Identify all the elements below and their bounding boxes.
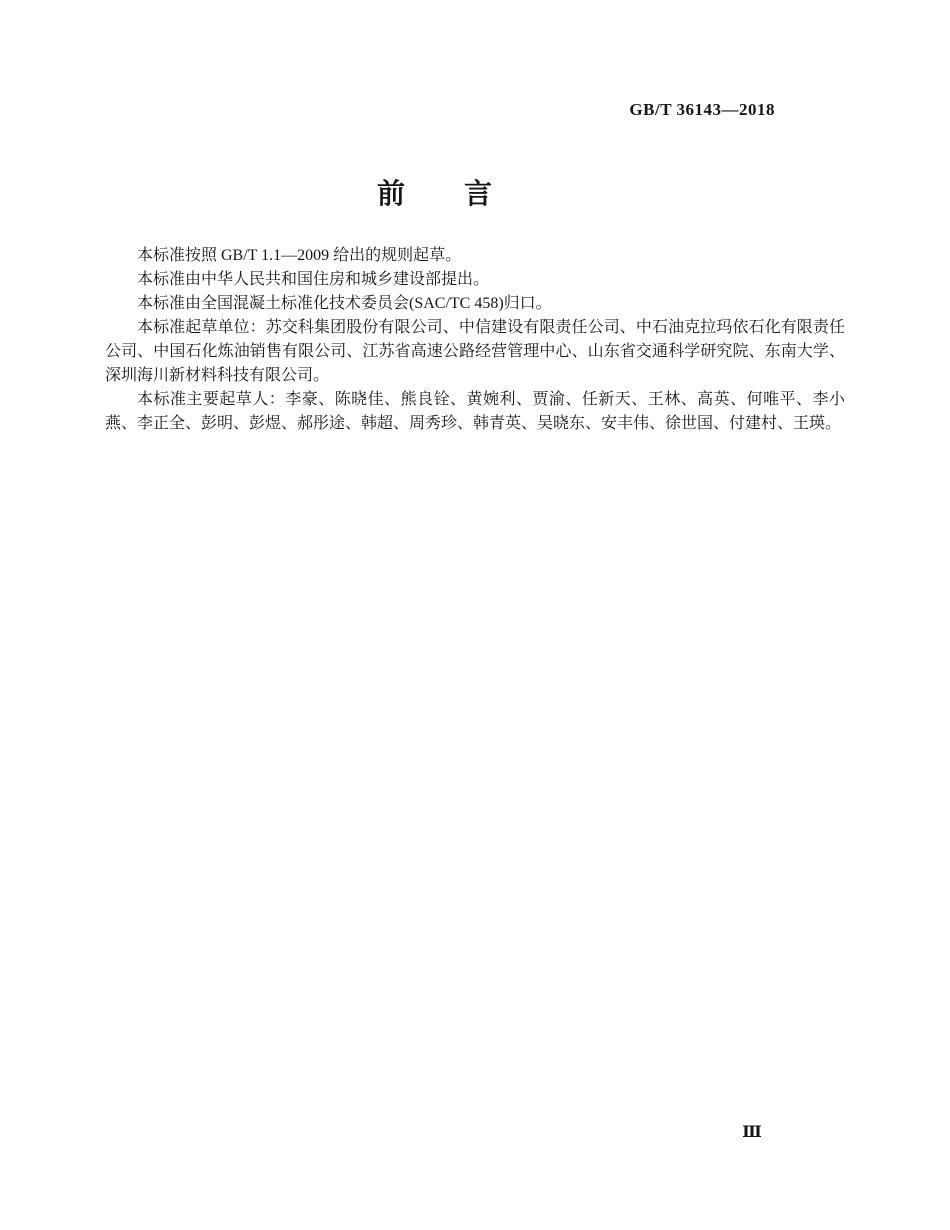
paragraph-drafting-organizations: 本标准起草单位：苏交科集团股份有限公司、中信建设有限责任公司、中石油克拉玛依石化有限责任公司、中国石化炼油销售有限公司、江苏省高速公路经营管理中心、山东省交通科学研究院、东南大学、深圳海川新材料科技有限公司。 <box>105 319 845 384</box>
foreword-title: 前 言 <box>376 178 493 209</box>
standard-code-header: GB/T 36143—2018 <box>629 100 775 119</box>
paragraph-drafting-rules: 本标准按照 GB/T 1.1—2009 给出的规则起草。 <box>137 247 462 264</box>
foreword-body <box>105 244 845 436</box>
paragraph-committee: 本标准由全国混凝土标准化技术委员会(SAC/TC 458)归口。 <box>137 295 552 312</box>
page-number: Ⅲ <box>742 1124 762 1141</box>
paragraph-proposed-by: 本标准由中华人民共和国住房和城乡建设部提出。 <box>137 271 490 288</box>
paragraph-main-drafters: 本标准主要起草人：李豪、陈晓佳、熊良铨、黄婉利、贾渝、任新天、王林、高英、何唯平、李小燕、李正全、彭明、彭煜、郝彤途、韩超、周秀珍、韩青英、吴晓东、安丰伟、徐世国、付建村、王瑛。 <box>105 391 845 432</box>
